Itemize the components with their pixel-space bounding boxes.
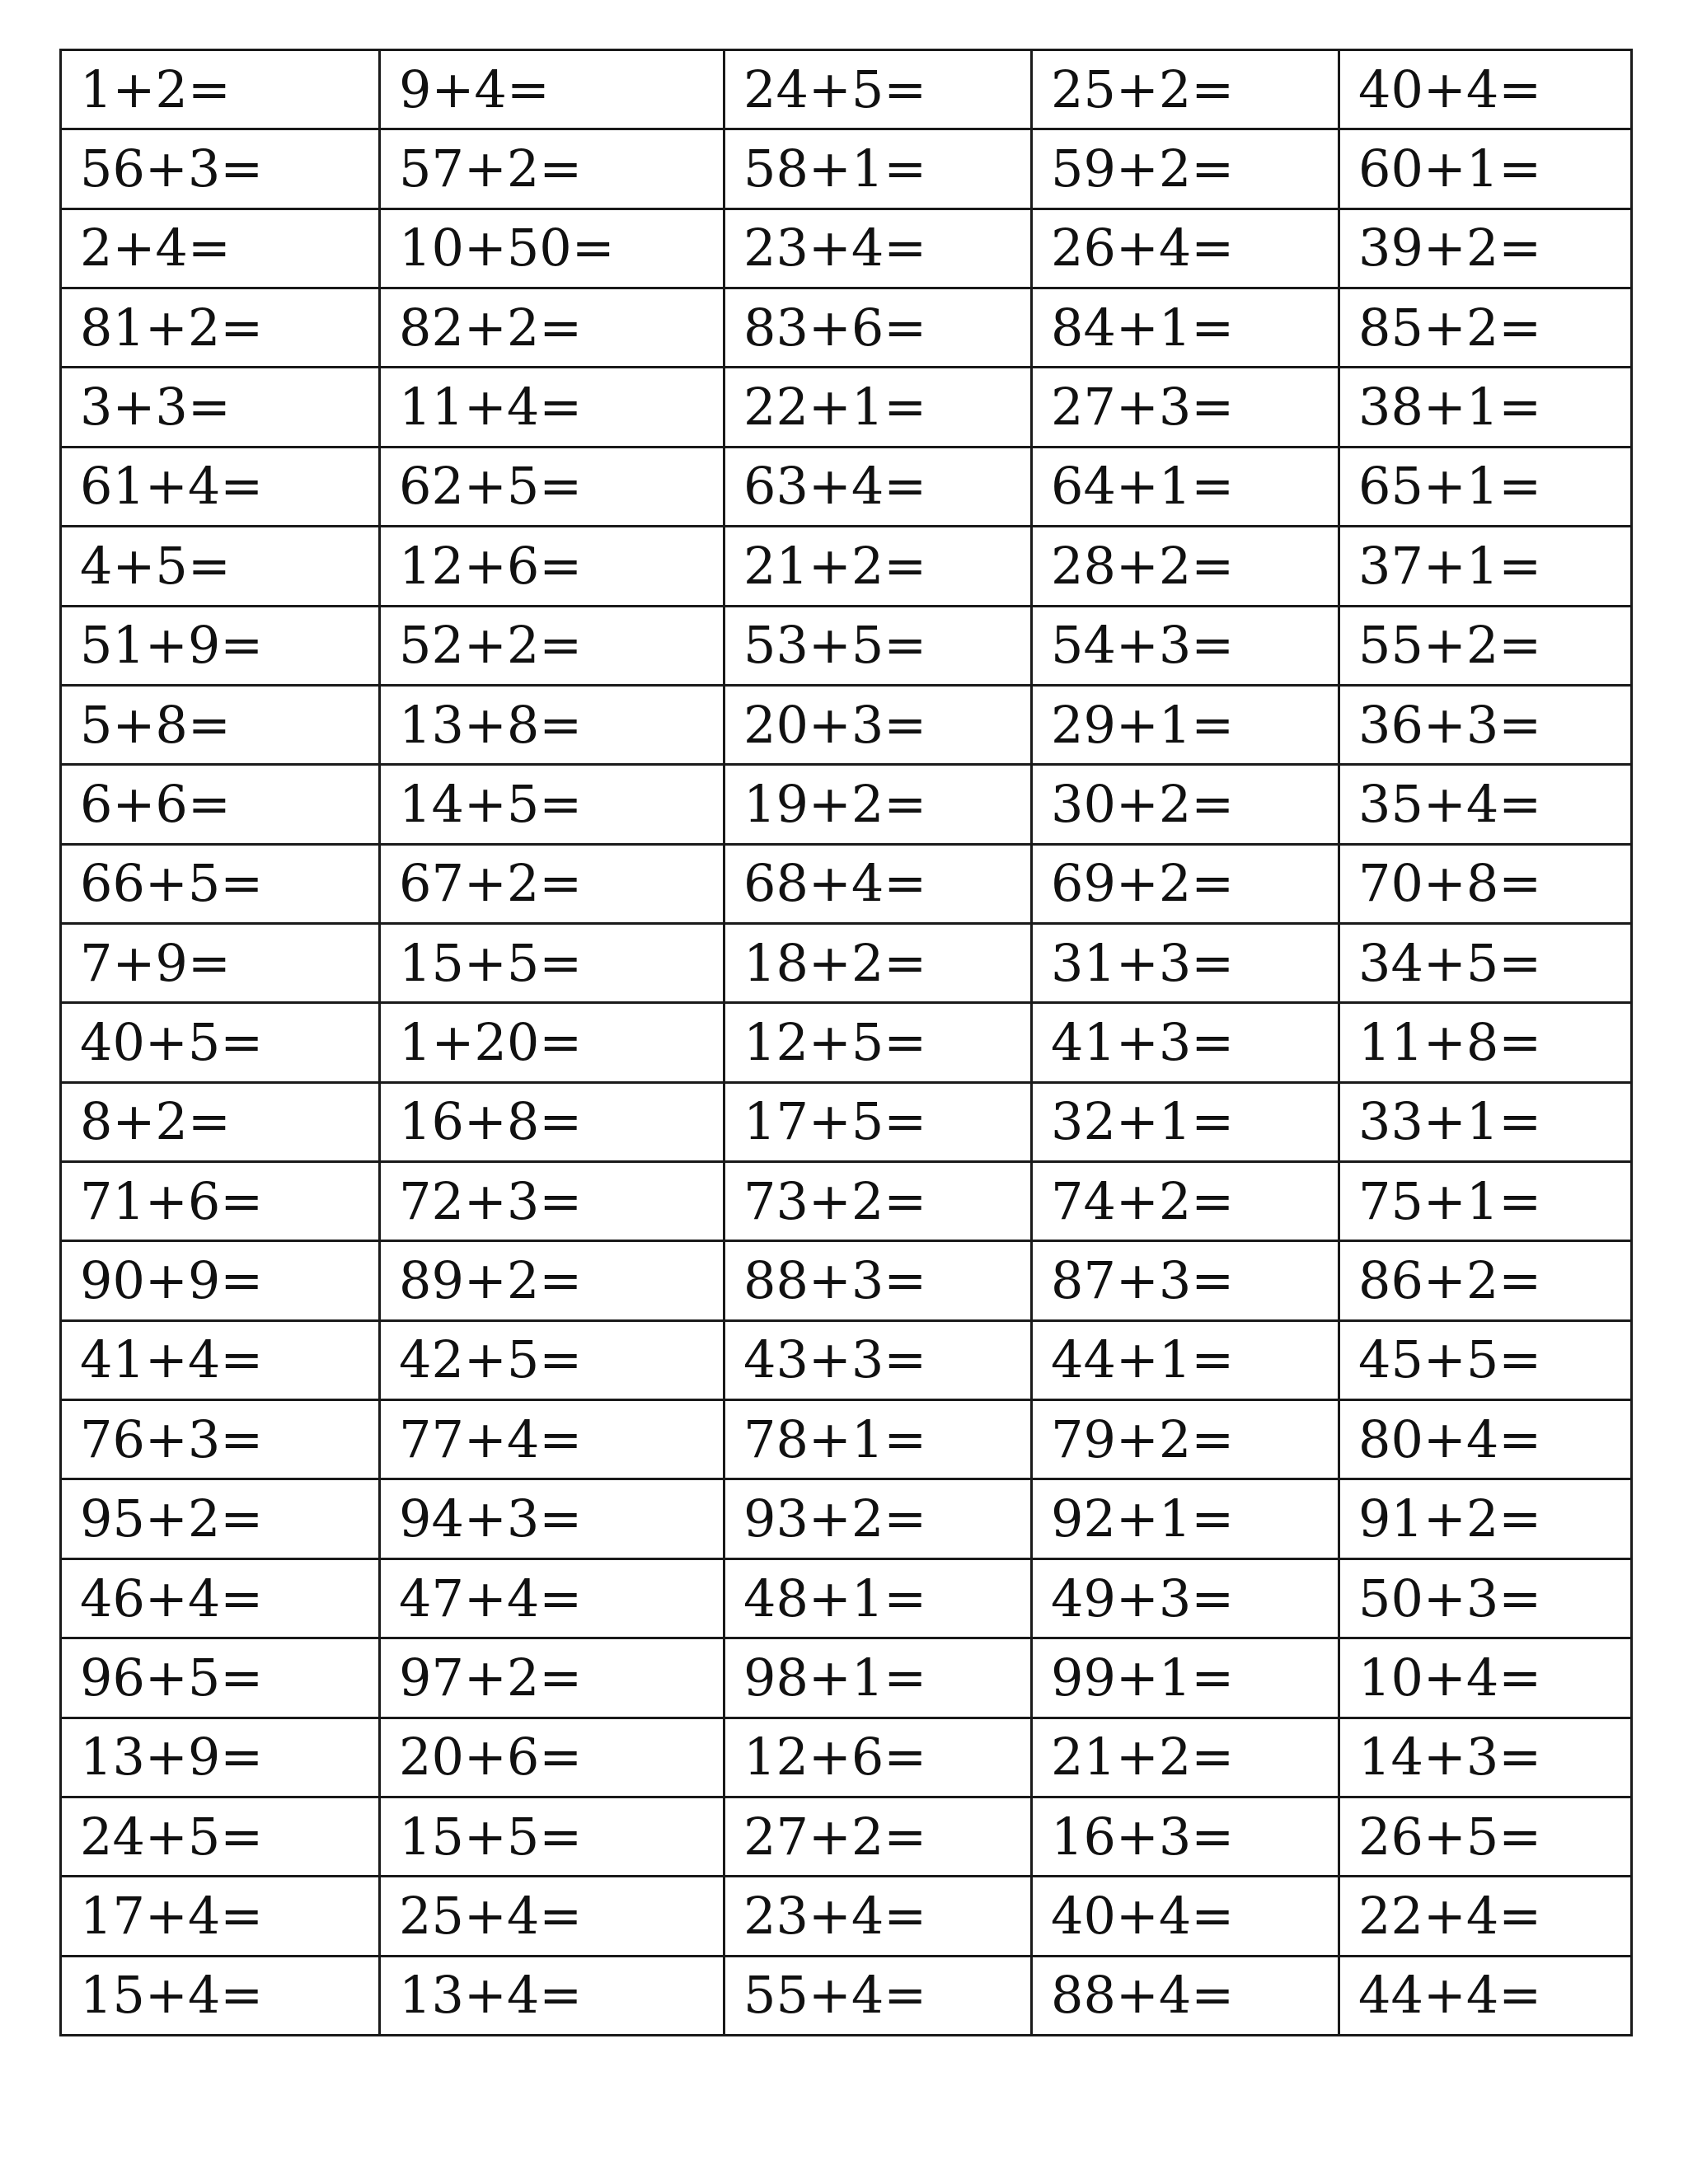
- problem-cell: 23+4=: [724, 1877, 1032, 1956]
- problem-cell: 29+1=: [1032, 685, 1339, 764]
- problem-cell: 90+9=: [61, 1241, 380, 1320]
- problem-cell: 13+8=: [380, 685, 724, 764]
- table-row: [61, 1003, 1632, 1082]
- table-row: [61, 527, 1632, 606]
- table-row: [61, 1400, 1632, 1479]
- problem-cell: 18+2=: [724, 923, 1032, 1002]
- problem-cell: 92+1=: [1032, 1479, 1339, 1558]
- problem-cell: 26+5=: [1339, 1797, 1632, 1876]
- problem-cell: 16+3=: [1032, 1797, 1339, 1876]
- problem-cell: 24+5=: [61, 1797, 380, 1876]
- problem-cell: 46+4=: [61, 1558, 380, 1638]
- problem-cell: 94+3=: [380, 1479, 724, 1558]
- problem-cell: 55+2=: [1339, 606, 1632, 685]
- problem-cell: 16+8=: [380, 1082, 724, 1161]
- problem-cell: 28+2=: [1032, 527, 1339, 606]
- problem-cell: 17+5=: [724, 1082, 1032, 1161]
- problem-cell: 11+8=: [1339, 1003, 1632, 1082]
- problem-cell: 20+6=: [380, 1718, 724, 1797]
- problem-cell: 35+4=: [1339, 765, 1632, 844]
- problem-cell: 63+4=: [724, 447, 1032, 526]
- problem-cell: 14+3=: [1339, 1718, 1632, 1797]
- problem-cell: 71+6=: [61, 1162, 380, 1241]
- problem-cell: 47+4=: [380, 1558, 724, 1638]
- problem-cell: 27+3=: [1032, 368, 1339, 447]
- problem-cell: 27+2=: [724, 1797, 1032, 1876]
- problem-cell: 13+9=: [61, 1718, 380, 1797]
- problem-cell: 52+2=: [380, 606, 724, 685]
- problem-cell: 10+4=: [1339, 1638, 1632, 1718]
- problem-cell: 60+1=: [1339, 129, 1632, 209]
- problem-cell: 45+5=: [1339, 1320, 1632, 1399]
- problem-cell: 40+4=: [1032, 1877, 1339, 1956]
- problem-cell: 6+6=: [61, 765, 380, 844]
- problem-cell: 88+3=: [724, 1241, 1032, 1320]
- table-row: [61, 923, 1632, 1002]
- problem-cell: 4+5=: [61, 527, 380, 606]
- problem-cell: 66+5=: [61, 844, 380, 923]
- problem-cell: 48+1=: [724, 1558, 1032, 1638]
- table-row: [61, 447, 1632, 526]
- table-row: [61, 50, 1632, 129]
- problem-cell: 17+4=: [61, 1877, 380, 1956]
- problem-cell: 64+1=: [1032, 447, 1339, 526]
- table-row: [61, 1162, 1632, 1241]
- problem-cell: 8+2=: [61, 1082, 380, 1161]
- table-row: [61, 844, 1632, 923]
- problem-cell: 83+6=: [724, 288, 1032, 368]
- problem-cell: 30+2=: [1032, 765, 1339, 844]
- problem-cell: 37+1=: [1339, 527, 1632, 606]
- problem-cell: 7+9=: [61, 923, 380, 1002]
- problem-cell: 80+4=: [1339, 1400, 1632, 1479]
- problem-cell: 43+3=: [724, 1320, 1032, 1399]
- problem-cell: 58+1=: [724, 129, 1032, 209]
- problem-cell: 21+2=: [1032, 1718, 1339, 1797]
- problem-cell: 34+5=: [1339, 923, 1632, 1002]
- problem-cell: 79+2=: [1032, 1400, 1339, 1479]
- problem-cell: 22+4=: [1339, 1877, 1632, 1956]
- problem-cell: 40+5=: [61, 1003, 380, 1082]
- problem-cell: 49+3=: [1032, 1558, 1339, 1638]
- worksheet-body: [61, 50, 1632, 2036]
- table-row: [61, 1479, 1632, 1558]
- problem-cell: 87+3=: [1032, 1241, 1339, 1320]
- problem-cell: 68+4=: [724, 844, 1032, 923]
- problem-cell: 81+2=: [61, 288, 380, 368]
- problem-cell: 20+3=: [724, 685, 1032, 764]
- table-row: [61, 129, 1632, 209]
- table-row: [61, 1241, 1632, 1320]
- problem-cell: 38+1=: [1339, 368, 1632, 447]
- problem-cell: 3+3=: [61, 368, 380, 447]
- problem-cell: 39+2=: [1339, 209, 1632, 288]
- table-row: [61, 288, 1632, 368]
- addition-worksheet-table: [59, 49, 1633, 2036]
- problem-cell: 61+4=: [61, 447, 380, 526]
- problem-cell: 84+1=: [1032, 288, 1339, 368]
- problem-cell: 15+5=: [380, 923, 724, 1002]
- problem-cell: 5+8=: [61, 685, 380, 764]
- problem-cell: 65+1=: [1339, 447, 1632, 526]
- table-row: [61, 606, 1632, 685]
- problem-cell: 2+4=: [61, 209, 380, 288]
- problem-cell: 13+4=: [380, 1956, 724, 2035]
- problem-cell: 14+5=: [380, 765, 724, 844]
- table-row: [61, 1082, 1632, 1161]
- table-row: [61, 368, 1632, 447]
- problem-cell: 53+5=: [724, 606, 1032, 685]
- problem-cell: 21+2=: [724, 527, 1032, 606]
- problem-cell: 86+2=: [1339, 1241, 1632, 1320]
- problem-cell: 50+3=: [1339, 1558, 1632, 1638]
- problem-cell: 9+4=: [380, 50, 724, 129]
- problem-cell: 56+3=: [61, 129, 380, 209]
- problem-cell: 93+2=: [724, 1479, 1032, 1558]
- problem-cell: 77+4=: [380, 1400, 724, 1479]
- problem-cell: 69+2=: [1032, 844, 1339, 923]
- problem-cell: 67+2=: [380, 844, 724, 923]
- problem-cell: 24+5=: [724, 50, 1032, 129]
- problem-cell: 78+1=: [724, 1400, 1032, 1479]
- problem-cell: 75+1=: [1339, 1162, 1632, 1241]
- problem-cell: 41+4=: [61, 1320, 380, 1399]
- table-row: [61, 1718, 1632, 1797]
- problem-cell: 55+4=: [724, 1956, 1032, 2035]
- problem-cell: 44+4=: [1339, 1956, 1632, 2035]
- problem-cell: 12+6=: [380, 527, 724, 606]
- problem-cell: 23+4=: [724, 209, 1032, 288]
- table-row: [61, 1797, 1632, 1876]
- problem-cell: 22+1=: [724, 368, 1032, 447]
- table-row: [61, 209, 1632, 288]
- problem-cell: 19+2=: [724, 765, 1032, 844]
- problem-cell: 12+6=: [724, 1718, 1032, 1797]
- problem-cell: 89+2=: [380, 1241, 724, 1320]
- problem-cell: 15+4=: [61, 1956, 380, 2035]
- problem-cell: 40+4=: [1339, 50, 1632, 129]
- problem-cell: 32+1=: [1032, 1082, 1339, 1161]
- problem-cell: 76+3=: [61, 1400, 380, 1479]
- problem-cell: 57+2=: [380, 129, 724, 209]
- table-row: [61, 1320, 1632, 1399]
- problem-cell: 15+5=: [380, 1797, 724, 1876]
- problem-cell: 70+8=: [1339, 844, 1632, 923]
- problem-cell: 62+5=: [380, 447, 724, 526]
- problem-cell: 54+3=: [1032, 606, 1339, 685]
- problem-cell: 1+2=: [61, 50, 380, 129]
- problem-cell: 82+2=: [380, 288, 724, 368]
- problem-cell: 91+2=: [1339, 1479, 1632, 1558]
- problem-cell: 88+4=: [1032, 1956, 1339, 2035]
- table-row: [61, 1558, 1632, 1638]
- problem-cell: 36+3=: [1339, 685, 1632, 764]
- table-row: [61, 685, 1632, 764]
- problem-cell: 72+3=: [380, 1162, 724, 1241]
- table-row: [61, 1956, 1632, 2035]
- problem-cell: 99+1=: [1032, 1638, 1339, 1718]
- problem-cell: 1+20=: [380, 1003, 724, 1082]
- table-row: [61, 1638, 1632, 1718]
- table-row: [61, 765, 1632, 844]
- problem-cell: 26+4=: [1032, 209, 1339, 288]
- problem-cell: 42+5=: [380, 1320, 724, 1399]
- problem-cell: 59+2=: [1032, 129, 1339, 209]
- problem-cell: 51+9=: [61, 606, 380, 685]
- problem-cell: 97+2=: [380, 1638, 724, 1718]
- problem-cell: 96+5=: [61, 1638, 380, 1718]
- problem-cell: 31+3=: [1032, 923, 1339, 1002]
- problem-cell: 25+2=: [1032, 50, 1339, 129]
- problem-cell: 33+1=: [1339, 1082, 1632, 1161]
- problem-cell: 73+2=: [724, 1162, 1032, 1241]
- problem-cell: 11+4=: [380, 368, 724, 447]
- problem-cell: 10+50=: [380, 209, 724, 288]
- problem-cell: 95+2=: [61, 1479, 380, 1558]
- problem-cell: 98+1=: [724, 1638, 1032, 1718]
- problem-cell: 41+3=: [1032, 1003, 1339, 1082]
- table-row: [61, 1877, 1632, 1956]
- problem-cell: 85+2=: [1339, 288, 1632, 368]
- problem-cell: 44+1=: [1032, 1320, 1339, 1399]
- problem-cell: 74+2=: [1032, 1162, 1339, 1241]
- problem-cell: 12+5=: [724, 1003, 1032, 1082]
- problem-cell: 25+4=: [380, 1877, 724, 1956]
